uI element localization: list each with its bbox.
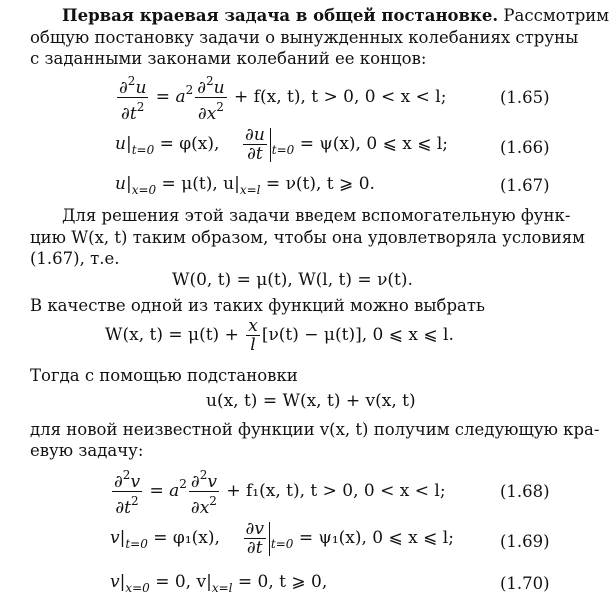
para2-line-3: (1.67), т.е. (30, 249, 120, 268)
equation-1-70 (110, 572, 327, 595)
eq-number-1-65: (1.65) (500, 88, 550, 107)
eq167-part2: = μ(t), u| (156, 174, 240, 194)
section-heading: Первая краевая задача в общей постановке. (62, 6, 499, 25)
para5-line-2: евую задачу: (30, 441, 144, 460)
para2-line-1: Для решения этой задачи введем вспомогательную функ- (62, 206, 571, 225)
d2v-dx2: $\frac{\partial^2v}{\partial x^2}$ (190, 468, 217, 518)
eq167-part3: = ν(t), t ⩾ 0. (260, 174, 375, 194)
dv-dt: $\frac{\partial v}{\partial t}$ (245, 519, 264, 558)
heading-tail: Рассмотрим (498, 6, 609, 25)
para3-line-1: В качестве одной из таких функций можно выбрать (30, 296, 485, 315)
equation-1-68: $\frac{\partial^2v}{\partial t^2}$ = $a^2$ $\frac{\partial^2v}{\partial x^2}$ + f₁(x, t), t > 0, 0 < x < l; (114, 468, 446, 518)
eq166-left-sub: t=0 (131, 143, 155, 157)
eq168-tail: + f₁(x, t), t > 0, 0 < x < l; (226, 481, 446, 501)
eq-number-1-70: (1.70) (500, 574, 550, 593)
d2u-dx2: $\frac{\partial^2u}{\partial x^2}$ (197, 74, 225, 124)
eq169-left: v| (110, 528, 126, 548)
eqWdef-right: [ν(t) − μ(t)], 0 ⩽ x ⩽ l. (261, 325, 454, 345)
d2u-dt2: $\frac{\partial^2u}{\partial t^2}$ (119, 74, 147, 124)
eq-number-1-66: (1.66) (500, 138, 550, 157)
equation-W-definition (105, 317, 454, 354)
eq170-part1: v| (110, 572, 126, 592)
para5-line-1: для новой неизвестной функции v(x, t) получим следующую кра- (30, 420, 600, 439)
eq169-left-sub: t=0 (125, 537, 148, 551)
equation-1-66: $u|_{t=0} = \varphi(x)$, $\frac{\partial u}{\partial t}$ $_{t=0}$ = ψ(x), 0 ⩽ x ⩽ l; (115, 125, 449, 164)
eq165-tail: + f(x, t), t > 0, 0 < x < l; (234, 87, 447, 107)
intro-line-1 (62, 6, 609, 26)
eq170-part2: = 0, v| (149, 572, 212, 592)
equation-1-65: $\frac{\partial^2u}{\partial t^2}$ = $a^2$ $\frac{\partial^2u}{\partial x^2}$ + f(x, t), t > 0, 0 < x < l; (119, 74, 447, 124)
eq170-sub1: x=0 (125, 581, 150, 595)
eq166-left-rhs: = φ(x), (154, 134, 220, 154)
para4-line-1: Тогда с помощью подстановки (30, 366, 298, 385)
eq167-part1: u| (115, 174, 132, 194)
equation-W-boundary: W(0, t) = μ(t), W(l, t) = ν(t). (172, 270, 413, 290)
eq166-left: u| (115, 134, 132, 154)
x-over-l (246, 317, 260, 354)
eq-number-1-68: (1.68) (500, 482, 550, 501)
d2v-dt2: $\frac{\partial^2v}{\partial t^2}$ (114, 468, 141, 518)
du-dt: $\frac{\partial u}{\partial t}$ (245, 125, 265, 164)
intro-line-2: общую постановку задачи о вынужденных колебаниях струны (30, 28, 579, 47)
frac-den: l (250, 335, 256, 355)
eqWdef-left: W(x, t) = μ(t) + (105, 325, 245, 345)
eq167-sub1: x=0 (131, 183, 157, 197)
intro-line-3: с заданными законами колебаний ее концов: (30, 49, 427, 68)
eq169-right: = ψ₁(x), 0 ⩽ x ⩽ l; (298, 528, 454, 548)
eq166-right: = ψ(x), 0 ⩽ x ⩽ l; (299, 134, 449, 154)
eq170-sub2: x=l (211, 581, 233, 595)
equation-substitution: u(x, t) = W(x, t) + v(x, t) (206, 391, 416, 411)
frac-num: x (248, 316, 258, 336)
eq-number-1-67: (1.67) (500, 176, 550, 195)
equation-1-69: $v|_{t=0} = \varphi_1(x)$, $\frac{\partial v}{\partial t}$ $_{t=0}$ = ψ₁(x), 0 ⩽ x ⩽ l; (110, 519, 454, 558)
para2-line-2: цию W(x, t) таким образом, чтобы она удовлетворяла условиям (30, 228, 586, 247)
eq169-left-rhs: = φ₁(x), (147, 528, 220, 548)
eq170-part3: = 0, t ⩾ 0, (232, 572, 328, 592)
equation-1-67 (115, 174, 375, 197)
eq167-sub2: x=l (239, 183, 261, 197)
eq-number-1-69: (1.69) (500, 532, 550, 551)
